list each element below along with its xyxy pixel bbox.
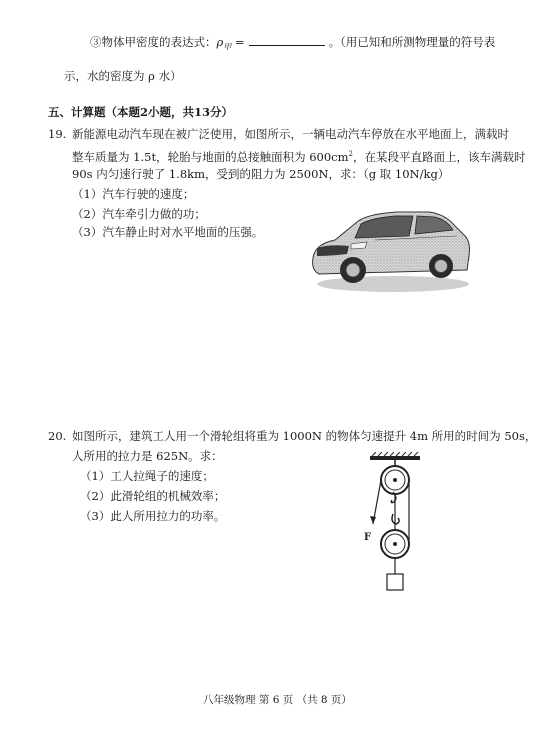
ceiling-hatching (372, 452, 418, 456)
rho-symbol: ρ (216, 35, 224, 49)
superscript-2: 2 (348, 150, 353, 158)
electric-car-image (305, 196, 475, 296)
force-label: F (364, 532, 372, 543)
q19-text-line3: 90s 内匀速行驶了 1.8km，受到的阻力为 2500N，求：（g 取 10N/kg） (72, 167, 450, 181)
equals-sign: = (234, 35, 245, 49)
load-block (387, 574, 403, 590)
q19-line2-part2: ，在某段平直路面上，该车满载时 (352, 149, 526, 164)
q19-item-2: （2）汽车牵引力做的功； (72, 207, 206, 221)
q20-item-3: （3）此人所用拉力的功率。 (80, 509, 226, 523)
q19-text-line2 (72, 146, 525, 165)
q20-text-line1: 如图所示，建筑工人用一个滑轮组将重为 1000N 的物体匀速提升 4m 所用的时间为 50s， (72, 429, 537, 443)
answer-blank[interactable] (249, 35, 325, 46)
q20-item-2: （2）此滑轮组的机械效率； (80, 489, 226, 503)
page-footer: 八年级物理 第 6 页 （共 8 页） (203, 694, 352, 706)
q19-number: 19. (48, 127, 67, 141)
q19-item-3: （3）汽车静止时对水平地面的压强。 (72, 225, 264, 239)
q19-item-1: （1）汽车行驶的速度； (72, 187, 195, 201)
q19-line2-part1: 整车质量为 1.5t，轮胎与地面的总接触面积为 600cm (72, 149, 349, 164)
q18-density-expression-line (90, 34, 495, 55)
fixed-pulley-axle (393, 478, 397, 482)
front-wheel-hub (346, 263, 360, 277)
rear-wheel-hub (435, 260, 448, 273)
q20-number: 20. (48, 429, 67, 443)
q20-text-line2: 人所用的拉力是 625N。求： (72, 449, 223, 463)
car-shadow (317, 276, 469, 292)
pulley-system-diagram (360, 452, 430, 602)
section-title: 五、计算题（本题2小题，共13分） (48, 105, 234, 119)
movable-pulley-axle (393, 542, 397, 546)
ceiling-beam (370, 456, 420, 460)
q19-text-line1: 新能源电动汽车现在被广泛使用，如图所示，一辆电动汽车停放在水平地面上，满载时 (72, 127, 509, 141)
q18-expression-prefix: ③物体甲密度的表达式： (90, 35, 217, 49)
q20-item-1: （1）工人拉绳子的速度； (80, 469, 214, 483)
rho-subscript: 甲 (223, 42, 232, 52)
force-arrow-head (370, 516, 376, 524)
q18-note-line: 示，水的密度为 ρ 水） (64, 69, 182, 83)
q18-expression-suffix: 。（用已知和所测物理量的符号表 (328, 35, 496, 49)
